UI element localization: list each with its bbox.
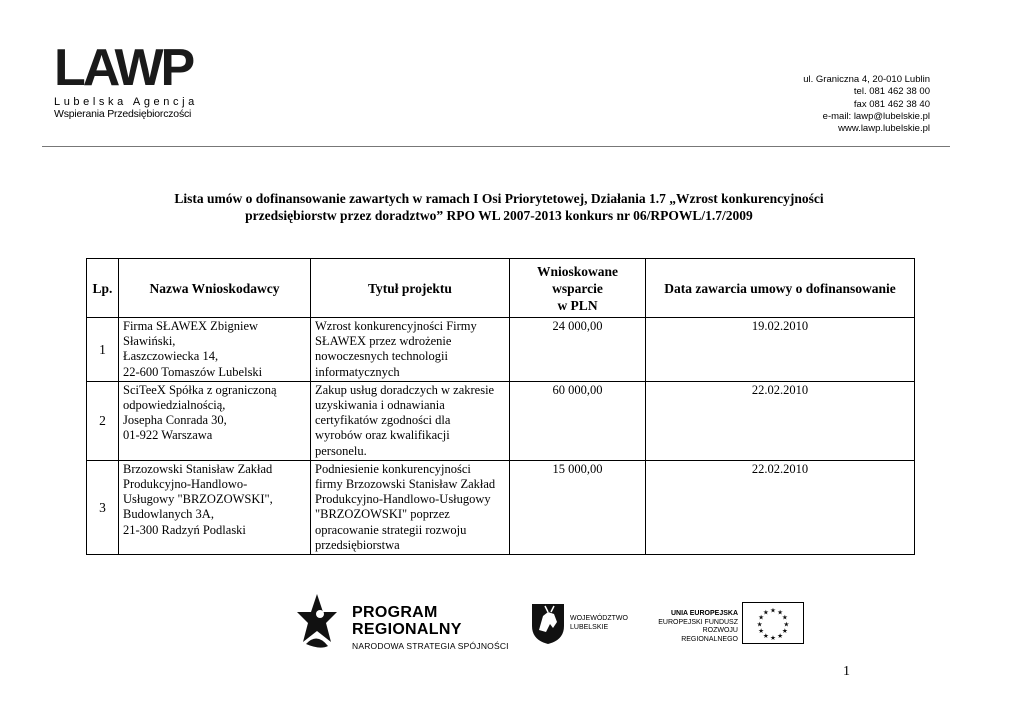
ue-line-3: ROZWOJU REGIONALNEGO xyxy=(681,627,738,643)
cell-support-amount: 60 000,00 xyxy=(510,381,646,460)
eu-fund-text xyxy=(648,610,738,644)
cell-support-amount: 24 000,00 xyxy=(510,318,646,382)
svg-text:★: ★ xyxy=(756,620,763,629)
cell-line: SciTeeX Spółka z ograniczoną xyxy=(123,382,277,397)
table-row xyxy=(87,381,915,460)
document-title-line-2: przedsiębiorstw przez doradztwo” RPO WL 2007-2013 konkurs nr 06/RPOWL/1.7/2009 xyxy=(245,208,753,223)
svg-text:★: ★ xyxy=(777,608,784,617)
cell-line: nowoczesnych technologii xyxy=(315,349,448,364)
cell-lp: 3 xyxy=(87,460,119,554)
cell-line: przedsiębiorstwa xyxy=(315,537,400,552)
header-support-line-3: w PLN xyxy=(557,297,598,313)
header-project-title: Tytuł projektu xyxy=(311,259,510,318)
header-divider xyxy=(42,146,950,147)
cell-line: 22-600 Tomaszów Lubelski xyxy=(123,364,263,379)
svg-text:★: ★ xyxy=(781,627,788,635)
footer-logos xyxy=(296,588,816,658)
cell-lp: 1 xyxy=(87,318,119,382)
header-support-amount xyxy=(510,259,646,318)
cell-line: uzyskiwania i odnawiania xyxy=(315,398,445,413)
cell-line: Łaszczowiecka 14, xyxy=(123,349,219,364)
header-lp: Lp. xyxy=(87,259,119,318)
table-row xyxy=(87,460,915,554)
cell-applicant-name xyxy=(119,381,311,460)
program-line-1: PROGRAM xyxy=(352,604,438,621)
svg-text:★: ★ xyxy=(770,606,776,615)
cell-line: Wzrost konkurencyjności Firmy xyxy=(315,319,477,333)
document-title xyxy=(84,190,914,224)
woj-line-1: WOJEWÓDZTWO xyxy=(570,615,628,622)
cell-contract-date: 19.02.2010 xyxy=(646,318,915,382)
svg-text:★: ★ xyxy=(781,613,788,622)
cell-line: SŁAWEX przez wdrożenie xyxy=(315,334,452,349)
logo-line-1: Lubelska Agencja xyxy=(54,96,198,108)
cell-applicant-name xyxy=(119,318,311,382)
program-regionalny-text xyxy=(352,604,509,651)
contact-address: ul. Graniczna 4, 20-010 Lublin xyxy=(803,74,930,85)
table-header-row xyxy=(87,259,915,318)
lawp-logo xyxy=(54,39,204,120)
eu-flag-icon xyxy=(742,602,804,644)
cell-project-title xyxy=(311,381,510,460)
svg-text:★: ★ xyxy=(758,627,765,635)
cell-line: Budowlanych 3A, xyxy=(123,507,214,522)
cell-line: Podniesienie konkurencyjności xyxy=(315,461,471,476)
cell-line: personelu. xyxy=(315,443,367,458)
table-row xyxy=(87,318,915,382)
cell-line: wyrobów oraz kwalifikacji xyxy=(315,428,450,443)
header-contract-date: Data zawarcia umowy o dofinansowanie xyxy=(646,259,915,318)
cell-line: "BRZOZOWSKI" poprzez xyxy=(315,507,450,522)
cell-project-title xyxy=(311,460,510,554)
coat-of-arms-icon xyxy=(530,602,566,646)
cell-contract-date: 22.02.2010 xyxy=(646,460,915,554)
contact-phone: tel. 081 462 38 00 xyxy=(853,86,930,98)
cell-contract-date: 22.02.2010 xyxy=(646,381,915,460)
wojewodztwo-lubelskie-logo xyxy=(530,602,626,646)
cell-line: Produkcyjno-Handlowo-Usługowy xyxy=(315,492,491,507)
ue-line-2: EUROPEJSKI FUNDUSZ xyxy=(658,618,738,626)
cell-line: certyfikatów zgodności dla xyxy=(315,413,451,428)
cell-line: opracowanie strategii rozwoju xyxy=(315,522,467,537)
cell-line: Josepha Conrada 30, xyxy=(123,413,227,428)
cell-project-title xyxy=(311,318,510,382)
svg-text:★: ★ xyxy=(783,620,790,629)
svg-text:★: ★ xyxy=(770,634,776,643)
svg-text:★: ★ xyxy=(777,632,784,641)
cell-line: 01-922 Warszawa xyxy=(123,428,213,443)
contact-block xyxy=(803,74,930,135)
cell-support-amount: 15 000,00 xyxy=(510,460,646,554)
svg-text:★: ★ xyxy=(762,632,769,641)
cell-line: Usługowy "BRZOZOWSKI", xyxy=(123,492,273,507)
cell-line: Brzozowski Stanisław Zakład xyxy=(123,461,273,476)
svg-text:★: ★ xyxy=(762,608,769,617)
wojewodztwo-text xyxy=(570,614,628,632)
cell-lp: 2 xyxy=(87,381,119,460)
document-title-line-1: Lista umów o dofinansowanie zawartych w ramach I Osi Priorytetowej, Działania 1.7 „Wzrost konkurencyjności xyxy=(174,191,824,206)
woj-line-2: LUBELSKIE xyxy=(570,624,609,631)
logo-line-2: Wspierania Przedsiębiorczości xyxy=(54,108,192,120)
program-regionalny-star-icon xyxy=(296,592,338,652)
contact-email: e-mail: lawp@lubelskie.pl xyxy=(822,110,930,122)
ue-line-1: UNIA EUROPEJSKA xyxy=(670,610,738,617)
cell-line: firmy Brzozowski Stanisław Zakład xyxy=(315,477,496,492)
cell-line: Zakup usług doradczych w zakresie xyxy=(315,382,495,397)
grants-table xyxy=(86,258,915,555)
cell-line: informatycznych xyxy=(315,364,400,379)
svg-text:★: ★ xyxy=(758,613,765,622)
cell-applicant-name xyxy=(119,460,311,554)
contact-fax: fax 081 462 38 40 xyxy=(853,98,930,110)
page-number: 1 xyxy=(843,664,850,679)
header-support-line-2: wsparcie xyxy=(552,280,603,296)
cell-line: Sławiński, xyxy=(123,334,176,349)
cell-line: odpowiedzialnością, xyxy=(123,398,226,413)
cell-line: 21-300 Radzyń Podlaski xyxy=(123,522,246,537)
logo-wordmark: LAWP xyxy=(54,39,193,97)
contact-website: www.lawp.lubelskie.pl xyxy=(838,123,930,135)
header-applicant-name: Nazwa Wnioskodawcy xyxy=(119,259,311,318)
program-line-2: REGIONALNY xyxy=(352,621,462,638)
program-line-3: NARODOWA STRATEGIA SPÓJNOŚCI xyxy=(352,641,509,651)
cell-line: Produkcyjno-Handlowo- xyxy=(123,477,248,492)
header-support-line-1: Wnioskowane xyxy=(536,263,619,279)
cell-line: Firma SŁAWEX Zbigniew xyxy=(123,319,259,333)
